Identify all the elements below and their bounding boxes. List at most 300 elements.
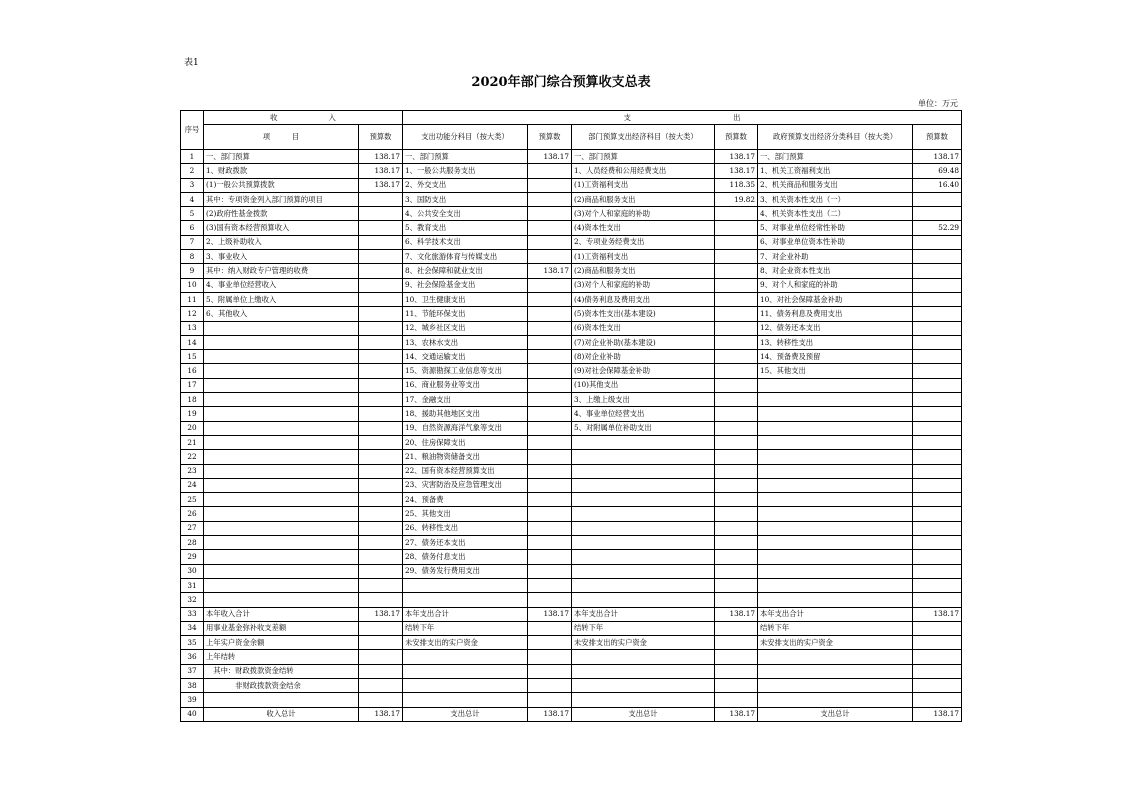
dept-econ-budget-cell [715,450,758,464]
func-budget-cell: 138.17 [528,607,572,621]
gov-econ-budget-cell [913,464,962,478]
seq-cell: 36 [181,650,204,664]
gov-econ-cell: 14、预备费及预留 [758,350,913,364]
seq-cell: 6 [181,221,204,235]
income-budget-cell [359,664,403,678]
income-item-cell: 其中：纳入财政专户管理的收费 [204,264,359,278]
income-item-cell [204,507,359,521]
gov-econ-cell [758,478,913,492]
table-row [181,636,962,650]
income-budget-cell [359,507,403,521]
income-budget-cell [359,421,403,435]
table-row [181,478,962,492]
func-category-cell: 4、公共安全支出 [403,207,528,221]
dept-econ-cell: 3、上缴上级支出 [572,393,715,407]
header-income-group: 收 入 [204,111,403,125]
income-budget-cell [359,207,403,221]
dept-econ-cell: (7)对企业补助(基本建设) [572,335,715,349]
table-row [181,650,962,664]
func-category-cell: 12、城乡社区支出 [403,321,528,335]
func-category-cell: 29、债务发行费用支出 [403,564,528,578]
dept-econ-cell: 未安排支出的实户资金 [572,636,715,650]
func-budget-cell [528,650,572,664]
func-budget-cell [528,621,572,635]
gov-econ-budget-cell [913,435,962,449]
gov-econ-budget-cell: 52.29 [913,221,962,235]
gov-econ-budget-cell [913,321,962,335]
seq-cell: 31 [181,578,204,592]
func-budget-cell [528,207,572,221]
dept-econ-cell [572,564,715,578]
dept-econ-budget-cell [715,250,758,264]
table-row [181,464,962,478]
func-category-cell: 5、教育支出 [403,221,528,235]
func-category-cell: 2、外交支出 [403,178,528,192]
dept-econ-cell: 1、人员经费和公用经费支出 [572,164,715,178]
gov-econ-budget-cell [913,278,962,292]
income-budget-cell [359,335,403,349]
income-item-cell [204,550,359,564]
gov-econ-budget-cell [913,393,962,407]
gov-econ-cell [758,407,913,421]
income-item-cell: 非财政拨款资金结余 [204,678,359,692]
income-budget-cell: 138.17 [359,164,403,178]
gov-econ-budget-cell [913,364,962,378]
income-budget-cell [359,550,403,564]
table-row [181,421,962,435]
header-budget: 预算数 [528,125,572,150]
table-row [181,507,962,521]
gov-econ-budget-cell [913,521,962,535]
income-budget-cell [359,564,403,578]
func-category-cell: 1、一般公共服务支出 [403,164,528,178]
seq-cell: 19 [181,407,204,421]
gov-econ-cell: 11、债务利息及费用支出 [758,307,913,321]
dept-econ-cell: 一、部门预算 [572,150,715,164]
header-func-category: 支出功能分科目（按大类） [403,125,528,150]
dept-econ-budget-cell [715,421,758,435]
income-budget-cell [359,693,403,707]
seq-cell: 33 [181,607,204,621]
income-budget-cell [359,478,403,492]
seq-cell: 21 [181,435,204,449]
dept-econ-budget-cell [715,464,758,478]
gov-econ-budget-cell [913,235,962,249]
dept-econ-budget-cell [715,521,758,535]
gov-econ-cell [758,536,913,550]
gov-econ-budget-cell [913,693,962,707]
income-budget-cell [359,678,403,692]
func-budget-cell [528,278,572,292]
func-budget-cell [528,421,572,435]
header-seq: 序号 [181,111,204,150]
income-budget-cell [359,636,403,650]
gov-econ-cell [758,378,913,392]
gov-econ-cell: 支出总计 [758,707,913,721]
gov-econ-budget-cell [913,192,962,206]
func-category-cell: 本年支出合计 [403,607,528,621]
income-item-cell [204,378,359,392]
income-budget-cell [359,264,403,278]
seq-cell: 11 [181,292,204,306]
dept-econ-cell [572,521,715,535]
func-budget-cell [528,192,572,206]
gov-econ-cell: 一、部门预算 [758,150,913,164]
gov-econ-budget-cell [913,378,962,392]
gov-econ-budget-cell [913,507,962,521]
gov-econ-budget-cell: 69.48 [913,164,962,178]
func-budget-cell [528,693,572,707]
table-row [181,164,962,178]
dept-econ-budget-cell [715,350,758,364]
func-budget-cell [528,235,572,249]
dept-econ-cell [572,664,715,678]
table-row [181,378,962,392]
func-budget-cell [528,321,572,335]
gov-econ-budget-cell [913,250,962,264]
gov-econ-cell [758,493,913,507]
dept-econ-cell: (1)工资福利支出 [572,178,715,192]
header-budget: 预算数 [359,125,403,150]
dept-econ-budget-cell: 138.17 [715,607,758,621]
gov-econ-budget-cell: 138.17 [913,707,962,721]
dept-econ-cell [572,478,715,492]
table-row [181,192,962,206]
func-budget-cell: 138.17 [528,707,572,721]
seq-cell: 37 [181,664,204,678]
gov-econ-cell [758,450,913,464]
income-item-cell [204,521,359,535]
func-budget-cell [528,435,572,449]
gov-econ-budget-cell [913,593,962,607]
func-category-cell: 6、科学技术支出 [403,235,528,249]
gov-econ-cell: 6、对事业单位资本性补助 [758,235,913,249]
dept-econ-budget-cell: 138.17 [715,707,758,721]
seq-cell: 40 [181,707,204,721]
income-item-cell: 3、事业收入 [204,250,359,264]
table-row [181,207,962,221]
gov-econ-budget-cell [913,564,962,578]
dept-econ-budget-cell [715,593,758,607]
dept-econ-budget-cell [715,636,758,650]
page-title: 2020年部门综合预算收支总表 [471,75,651,90]
table-row [181,178,962,192]
gov-econ-cell [758,464,913,478]
income-budget-cell: 138.17 [359,707,403,721]
dept-econ-cell [572,493,715,507]
dept-econ-cell: 5、对附属单位补助支出 [572,421,715,435]
func-category-cell: 9、社会保险基金支出 [403,278,528,292]
gov-econ-cell [758,564,913,578]
dept-econ-cell: (8)对企业补助 [572,350,715,364]
table-row [181,235,962,249]
income-item-cell [204,435,359,449]
dept-econ-cell: (5)资本性支出(基本建设) [572,307,715,321]
income-budget-cell [359,235,403,249]
table-label: 表1 [184,58,199,68]
income-budget-cell [359,378,403,392]
income-budget-cell [359,435,403,449]
income-budget-cell [359,292,403,306]
gov-econ-cell: 1、机关工资福利支出 [758,164,913,178]
income-budget-cell [359,350,403,364]
dept-econ-budget-cell [715,221,758,235]
income-budget-cell [359,364,403,378]
income-item-cell: 用事业基金弥补收支差额 [204,621,359,635]
dept-econ-cell: 本年支出合计 [572,607,715,621]
income-budget-cell [359,536,403,550]
income-item-cell [204,578,359,592]
unit-label: 单位：万元 [918,99,958,108]
gov-econ-budget-cell [913,292,962,306]
header-budget: 预算数 [715,125,758,150]
gov-econ-cell: 2、机关商品和服务支出 [758,178,913,192]
table-row [181,278,962,292]
gov-econ-cell [758,693,913,707]
func-category-cell: 28、债务付息支出 [403,550,528,564]
dept-econ-cell: 4、事业单位经营支出 [572,407,715,421]
dept-econ-cell: 2、专项业务经费支出 [572,235,715,249]
income-budget-cell [359,621,403,635]
gov-econ-budget-cell [913,678,962,692]
dept-econ-budget-cell [715,650,758,664]
seq-cell: 9 [181,264,204,278]
func-category-cell: 26、转移性支出 [403,521,528,535]
gov-econ-budget-cell [913,493,962,507]
func-budget-cell [528,407,572,421]
dept-econ-budget-cell [715,435,758,449]
dept-econ-cell: (3)对个人和家庭的补助 [572,207,715,221]
dept-econ-cell [572,464,715,478]
income-item-cell [204,321,359,335]
income-budget-cell [359,321,403,335]
dept-econ-budget-cell [715,378,758,392]
dept-econ-cell [572,678,715,692]
table-row [181,150,962,164]
table-body [181,150,962,722]
gov-econ-cell [758,521,913,535]
table-row [181,550,962,564]
gov-econ-cell: 10、对社会保障基金补助 [758,292,913,306]
func-budget-cell [528,536,572,550]
dept-econ-budget-cell [715,393,758,407]
gov-econ-budget-cell [913,207,962,221]
seq-cell: 38 [181,678,204,692]
gov-econ-cell [758,550,913,564]
seq-cell: 23 [181,464,204,478]
func-category-cell: 10、卫生健康支出 [403,292,528,306]
func-budget-cell [528,564,572,578]
income-budget-cell [359,578,403,592]
gov-econ-budget-cell: 138.17 [913,150,962,164]
gov-econ-budget-cell [913,578,962,592]
gov-econ-cell: 13、转移性支出 [758,335,913,349]
dept-econ-cell: (6)资本性支出 [572,321,715,335]
func-budget-cell [528,478,572,492]
func-category-cell: 14、交通运输支出 [403,350,528,364]
seq-cell: 13 [181,321,204,335]
income-item-cell [204,493,359,507]
income-item-cell: 其中：财政拨款资金结转 [204,664,359,678]
gov-econ-cell: 3、机关资本性支出（一） [758,192,913,206]
income-budget-cell [359,407,403,421]
gov-econ-cell: 未安排支出的实户资金 [758,636,913,650]
seq-cell: 5 [181,207,204,221]
table-row [181,693,962,707]
func-category-cell: 16、商业服务业等支出 [403,378,528,392]
func-category-cell: 22、国有资本经营预算支出 [403,464,528,478]
func-category-cell: 20、住房保障支出 [403,435,528,449]
income-item-cell [204,335,359,349]
gov-econ-budget-cell [913,421,962,435]
seq-cell: 22 [181,450,204,464]
func-category-cell [403,650,528,664]
func-category-cell [403,693,528,707]
dept-econ-budget-cell [715,493,758,507]
income-item-cell: 上年实户资金余额 [204,636,359,650]
income-item-cell [204,464,359,478]
income-budget-cell [359,593,403,607]
func-category-cell: 13、农林水支出 [403,335,528,349]
seq-cell: 18 [181,393,204,407]
dept-econ-cell [572,450,715,464]
table-row [181,364,962,378]
table-row [181,607,962,621]
func-category-cell: 支出总计 [403,707,528,721]
gov-econ-budget-cell [913,664,962,678]
gov-econ-budget-cell [913,335,962,349]
seq-cell: 12 [181,307,204,321]
gov-econ-cell: 15、其他支出 [758,364,913,378]
income-item-cell [204,421,359,435]
table-row [181,221,962,235]
dept-econ-budget-cell [715,693,758,707]
income-item-cell [204,393,359,407]
func-category-cell: 一、部门预算 [403,150,528,164]
dept-econ-cell [572,693,715,707]
gov-econ-budget-cell [913,307,962,321]
budget-summary-table [180,110,962,722]
seq-cell: 10 [181,278,204,292]
func-category-cell [403,578,528,592]
dept-econ-cell: (4)资本性支出 [572,221,715,235]
income-item-cell [204,536,359,550]
gov-econ-cell: 结转下年 [758,621,913,635]
dept-econ-cell: (3)对个人和家庭的补助 [572,278,715,292]
gov-econ-cell [758,393,913,407]
dept-econ-budget-cell [715,564,758,578]
income-budget-cell [359,464,403,478]
dept-econ-budget-cell [715,678,758,692]
dept-econ-budget-cell [715,278,758,292]
gov-econ-cell: 5、对事业单位经常性补助 [758,221,913,235]
func-budget-cell [528,178,572,192]
table-row [181,435,962,449]
table-row [181,664,962,678]
seq-cell: 26 [181,507,204,521]
dept-econ-budget-cell [715,621,758,635]
func-category-cell: 11、节能环保支出 [403,307,528,321]
dept-econ-budget-cell [715,507,758,521]
seq-cell: 28 [181,536,204,550]
dept-econ-cell: (2)商品和服务支出 [572,192,715,206]
table-row [181,493,962,507]
gov-econ-budget-cell: 16.40 [913,178,962,192]
table-row [181,350,962,364]
dept-econ-cell [572,550,715,564]
func-budget-cell [528,578,572,592]
func-category-cell: 19、自然资源海洋气象等支出 [403,421,528,435]
income-item-cell: 其中：专项资金列入部门预算的项目 [204,192,359,206]
income-item-cell: 2、上级补助收入 [204,235,359,249]
income-budget-cell: 138.17 [359,607,403,621]
income-item-cell [204,478,359,492]
gov-econ-budget-cell [913,478,962,492]
func-budget-cell [528,507,572,521]
table-row [181,707,962,721]
income-budget-cell [359,250,403,264]
func-budget-cell [528,350,572,364]
func-budget-cell [528,292,572,306]
gov-econ-budget-cell [913,536,962,550]
func-budget-cell [528,521,572,535]
seq-cell: 2 [181,164,204,178]
seq-cell: 7 [181,235,204,249]
table-row [181,593,962,607]
income-item-cell [204,364,359,378]
gov-econ-cell [758,507,913,521]
income-item-cell: 上年结转 [204,650,359,664]
dept-econ-budget-cell [715,478,758,492]
income-item-cell [204,450,359,464]
gov-econ-cell [758,678,913,692]
gov-econ-cell [758,650,913,664]
income-item-cell [204,693,359,707]
seq-cell: 1 [181,150,204,164]
table-row [181,536,962,550]
func-budget-cell [528,250,572,264]
table-row [181,521,962,535]
func-budget-cell [528,335,572,349]
income-budget-cell [359,278,403,292]
func-category-cell: 24、预备费 [403,493,528,507]
dept-econ-budget-cell [715,292,758,306]
income-budget-cell [359,192,403,206]
func-category-cell: 15、资源勘探工业信息等支出 [403,364,528,378]
gov-econ-budget-cell [913,450,962,464]
dept-econ-budget-cell [715,335,758,349]
income-item-cell: 一、部门预算 [204,150,359,164]
seq-cell: 25 [181,493,204,507]
dept-econ-cell [572,435,715,449]
income-budget-cell [359,393,403,407]
income-budget-cell [359,307,403,321]
dept-econ-budget-cell: 118.35 [715,178,758,192]
func-budget-cell [528,636,572,650]
func-budget-cell [528,364,572,378]
table-row [181,450,962,464]
dept-econ-budget-cell: 138.17 [715,150,758,164]
gov-econ-budget-cell [913,650,962,664]
dept-econ-budget-cell [715,207,758,221]
income-budget-cell [359,221,403,235]
dept-econ-cell: (4)债务利息及费用支出 [572,292,715,306]
table-row [181,393,962,407]
gov-econ-cell [758,435,913,449]
dept-econ-cell [572,536,715,550]
seq-cell: 16 [181,364,204,378]
dept-econ-budget-cell: 19.82 [715,192,758,206]
